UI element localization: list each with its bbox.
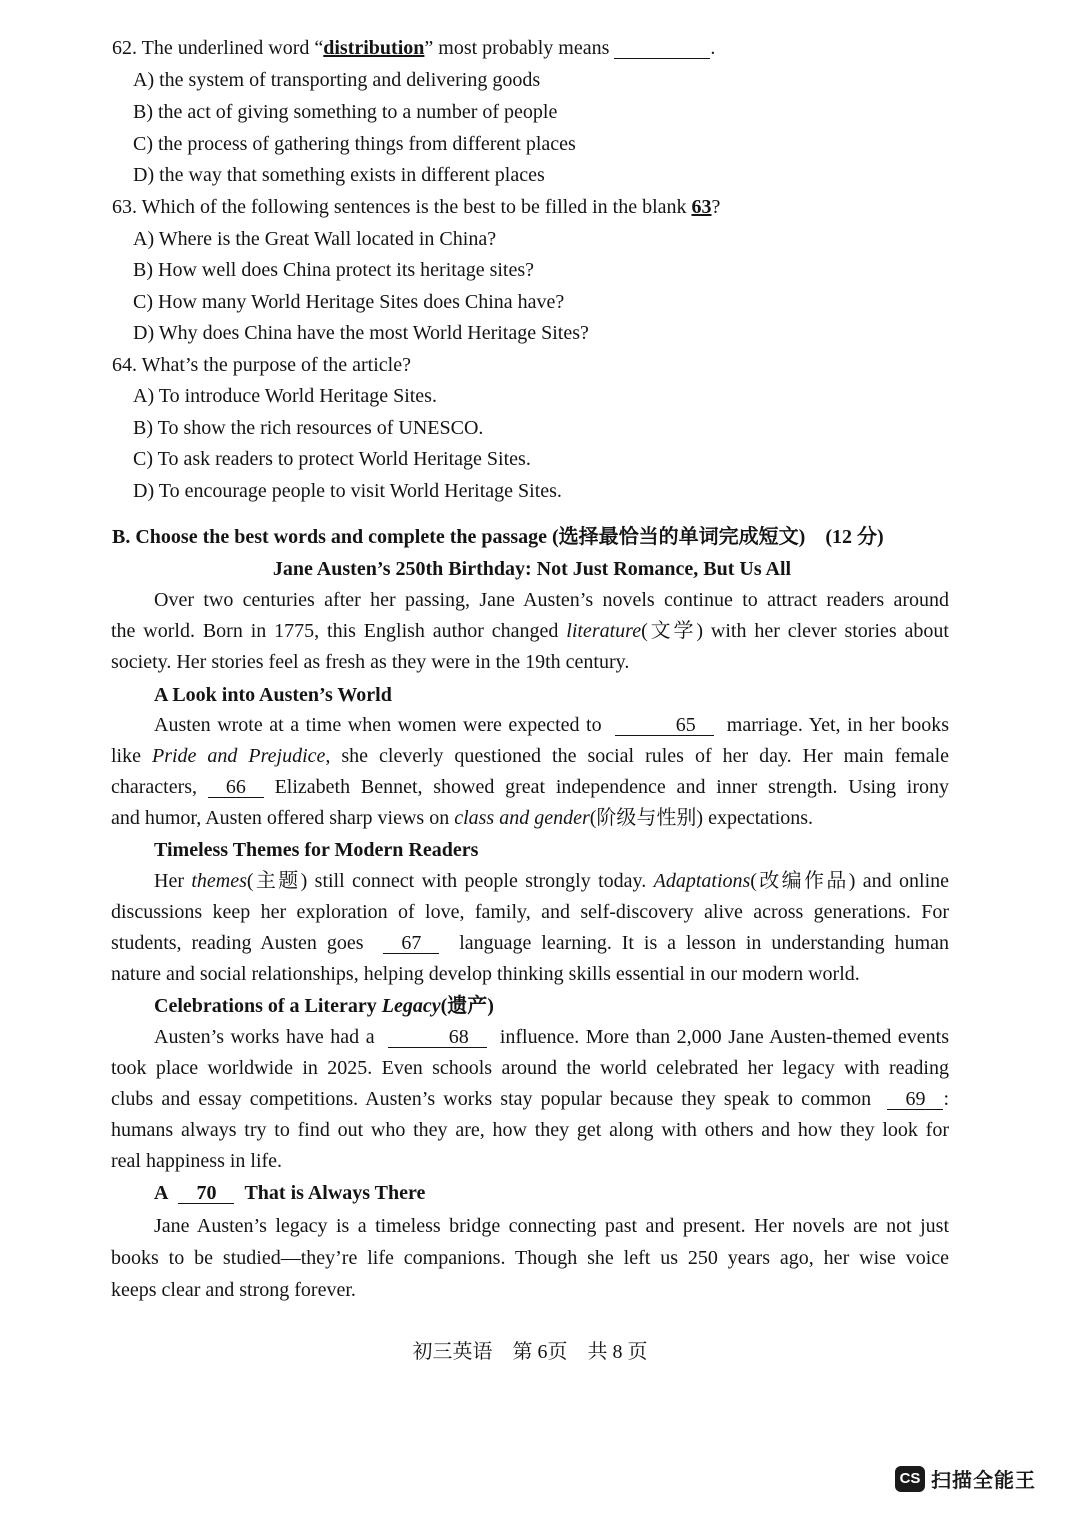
passage-line: students, reading Austen goes 67 language learning. It is a lesson in understanding human xyxy=(111,932,950,954)
option-b: B) To show the rich resources of UNESCO. xyxy=(133,417,484,439)
passage-line: nature and social relationships, helping develop thinking skills essential in our modern world. xyxy=(111,963,860,985)
passage-line: Jane Austen’s legacy is a timeless bridge connecting past and present. Her novels are not just xyxy=(154,1215,949,1237)
passage-line: society. Her stories feel as fresh as they were in the 19th century. xyxy=(111,651,630,673)
subheading-timeless-themes: Timeless Themes for Modern Readers xyxy=(154,839,479,861)
option-a: A) the system of transporting and delivering goods xyxy=(133,69,541,91)
subheading-literary-legacy: Celebrations of a Literary Legacy(遗产) xyxy=(154,995,494,1017)
section-b-heading: B. Choose the best words and complete the passage (选择最恰当的单词完成短文) (12 分) xyxy=(112,526,884,548)
option-c: C) How many World Heritage Sites does China have? xyxy=(133,291,565,313)
option-a: A) Where is the Great Wall located in China? xyxy=(133,228,497,250)
passage-line: and humor, Austen offered sharp views on class and gender(阶级与性别) expectations. xyxy=(111,807,814,829)
blank-66: 66 xyxy=(208,777,264,798)
passage-line: keeps clear and strong forever. xyxy=(111,1279,356,1301)
blank-68: 68 xyxy=(388,1027,487,1048)
passage-title: Jane Austen’s 250th Birthday: Not Just Romance, But Us All xyxy=(272,558,792,580)
camscanner-logo-icon: CS xyxy=(895,1466,925,1492)
question-62-stem: 62. The underlined word “distribution” most probably means . xyxy=(112,37,716,59)
scanner-watermark xyxy=(895,1464,1036,1493)
option-d: D) the way that something exists in different places xyxy=(133,164,545,186)
blank-reference: 63 xyxy=(691,196,712,218)
option-b: B) How well does China protect its heritage sites? xyxy=(133,259,535,281)
question-63-stem: 63. Which of the following sentences is the best to be filled in the blank 63? xyxy=(112,196,721,218)
passage-line: Her themes(主题) still connect with people strongly today. Adaptations(改编作品) and online xyxy=(154,870,950,892)
option-b: B) the act of giving something to a number of people xyxy=(133,101,558,123)
passage-line: Austen’s works have had a 68 influence. More than 2,000 Jane Austen-themed events xyxy=(154,1026,950,1048)
passage-line: books to be studied—they’re life companions. Though she left us 250 years ago, her wise voice xyxy=(111,1247,949,1269)
passage-line: Over two centuries after her passing, Jane Austen’s novels continue to attract readers around xyxy=(154,589,949,611)
watermark-text: 扫描全能王 xyxy=(931,1468,1036,1492)
passage-line: humans always try to find out who they are, how they get along with others and how they look for xyxy=(111,1119,949,1141)
passage-line: discussions keep her exploration of love, family, and self-discovery alive across generations. For xyxy=(111,901,949,923)
passage-line: the world. Born in 1775, this English author changed literature(文学) with her clever stories about xyxy=(111,620,949,642)
passage-line: characters, 66 Elizabeth Bennet, showed great independence and inner strength. Using irony xyxy=(111,776,950,798)
subheading-austens-world: A Look into Austen’s World xyxy=(154,684,392,706)
blank-65: 65 xyxy=(615,715,714,736)
option-d: D) Why does China have the most World Heritage Sites? xyxy=(133,322,589,344)
passage-line: Austen wrote at a time when women were expected to 65 marriage. Yet, in her books xyxy=(154,714,950,736)
option-c: C) To ask readers to protect World Heritage Sites. xyxy=(133,448,531,470)
blank-67: 67 xyxy=(383,933,439,954)
subheading-always-there: A 70 That is Always There xyxy=(154,1182,426,1204)
option-d: D) To encourage people to visit World Heritage Sites. xyxy=(133,480,562,502)
option-c: C) the process of gathering things from different places xyxy=(133,133,576,155)
passage-line: took place worldwide in 2025. Even schools around the world celebrated her legacy with reading xyxy=(111,1057,949,1079)
option-a: A) To introduce World Heritage Sites. xyxy=(133,385,437,407)
passage-line: like Pride and Prejudice, she cleverly questioned the social rules of her day. Her main female xyxy=(111,745,950,767)
underlined-word: distribution xyxy=(323,37,425,59)
answer-blank xyxy=(614,38,710,59)
passage-line: clubs and essay competitions. Austen’s works stay popular because they speak to common 69 : xyxy=(111,1088,950,1110)
question-64-stem: 64. What’s the purpose of the article? xyxy=(112,354,411,376)
blank-70: 70 xyxy=(178,1183,234,1204)
blank-69: 69 xyxy=(887,1089,943,1110)
passage-line: real happiness in life. xyxy=(111,1150,283,1172)
page-footer: 初三英语 第 6页 共 8 页 xyxy=(412,1341,648,1363)
